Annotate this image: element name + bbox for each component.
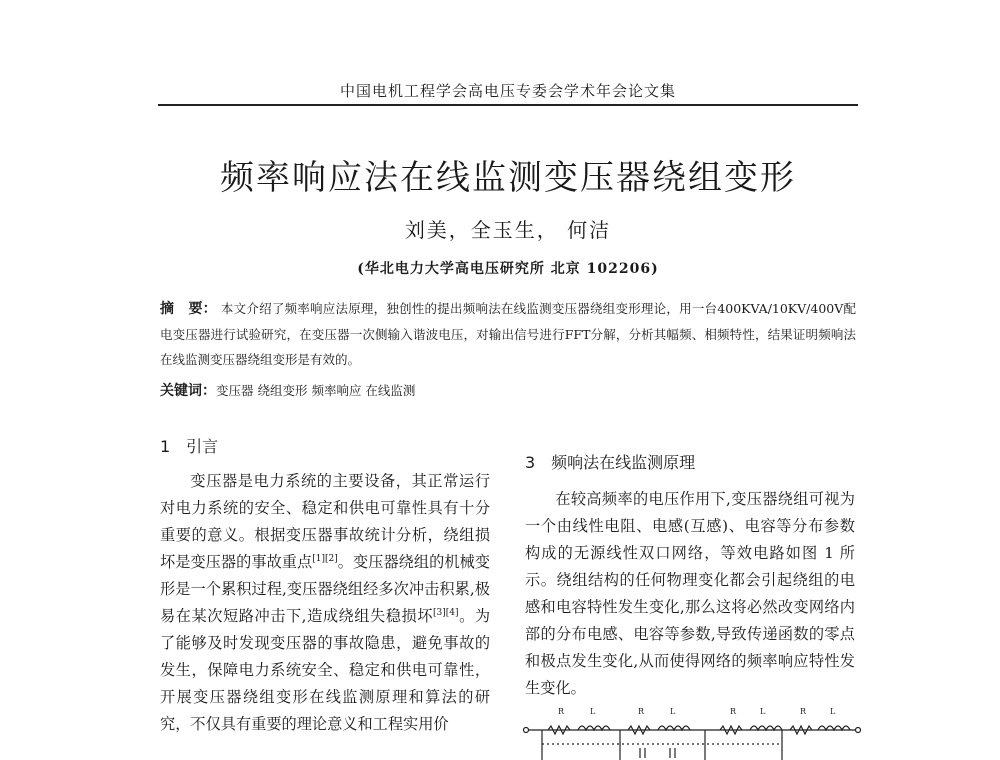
paper-affiliation: (华北电力大学高电压研究所 北京 102206)	[357, 261, 659, 277]
terminal-right	[856, 728, 861, 733]
label-r4: R	[800, 707, 807, 716]
label-r3: R	[730, 707, 737, 716]
abstract-text: 本文介绍了频率响应法原理，独创性的提出频响法在线监测变压器绕组变形理论，用一台400KVA/10KV/400V配电变压器进行试验研究，在变压器一次侧输入谐波电压，对输出信号进行FFT分解，分析其幅频、相频特性，结果证明频响法在线监测变压器绕组变形是有效的。	[160, 301, 856, 367]
keywords-label: 关键词：	[160, 383, 216, 399]
section-3-heading: 3 频响法在线监测原理	[525, 453, 696, 472]
citation-1-2: [1][2]	[312, 553, 338, 564]
label-r1: R	[558, 707, 565, 716]
paper-authors: 刘美，全玉生， 何洁	[404, 218, 612, 242]
label-l3: L	[760, 707, 766, 716]
header-rule	[158, 104, 858, 106]
section-3-body: 在较高频率的电压作用下,变压器绕组可视为一个由线性电阻、电感(互感)、电容等分布参数构成的无源线性双口网络，等效电路如图 1 所示。绕组结构的任何物理变化都会引起绕组的电感和电容特性发生变化,那么这将必然改变网络内部的分布电感、电容等参数,导致传递函数的零点和极点发生变化,从而使得网络的频率响应特性发生变化。	[525, 490, 855, 697]
section-1-text-c: 。为了能够及时发现变压器的事故隐患，避免事故的发生，保障电力系统安全、稳定和供电可靠性，开展变压器绕组变形在线监测原理和算法的研究，不仅具有重要的理论意义和工程实用价	[160, 607, 491, 733]
terminal-left	[524, 728, 529, 733]
citation-3-4: [3][4]	[433, 607, 459, 618]
section-1-text-b: 。变压器绕组的机械变形是一个累积过程,变压器绕组经多次冲击积累,极易在某次短路冲击下,造成绕组失稳损坏	[160, 553, 491, 625]
label-l2: L	[670, 707, 676, 716]
label-r2: R	[638, 707, 645, 716]
section-1-body	[160, 468, 490, 738]
equivalent-circuit-figure	[520, 700, 865, 760]
abstract	[160, 296, 856, 372]
keywords	[160, 380, 856, 400]
keywords-text: 变压器 绕组变形 频率响应 在线监测	[216, 383, 416, 398]
label-l4: L	[830, 707, 836, 716]
running-header: 中国电机工程学会高电压专委会学术年会论文集	[339, 82, 676, 100]
section-1-text-a: 变压器是电力系统的主要设备，其正常运行对电力系统的安全、稳定和供电可靠性具有十分重要的意义。根据变压器事故统计分析，绕组损坏是变压器的事故重点	[160, 472, 490, 571]
section-1-heading: 1 引言	[160, 437, 219, 456]
abstract-label: 摘 要：	[160, 301, 217, 317]
label-l1: L	[590, 707, 596, 716]
paper-title: 频率响应法在线监测变压器绕组变形	[220, 158, 796, 198]
